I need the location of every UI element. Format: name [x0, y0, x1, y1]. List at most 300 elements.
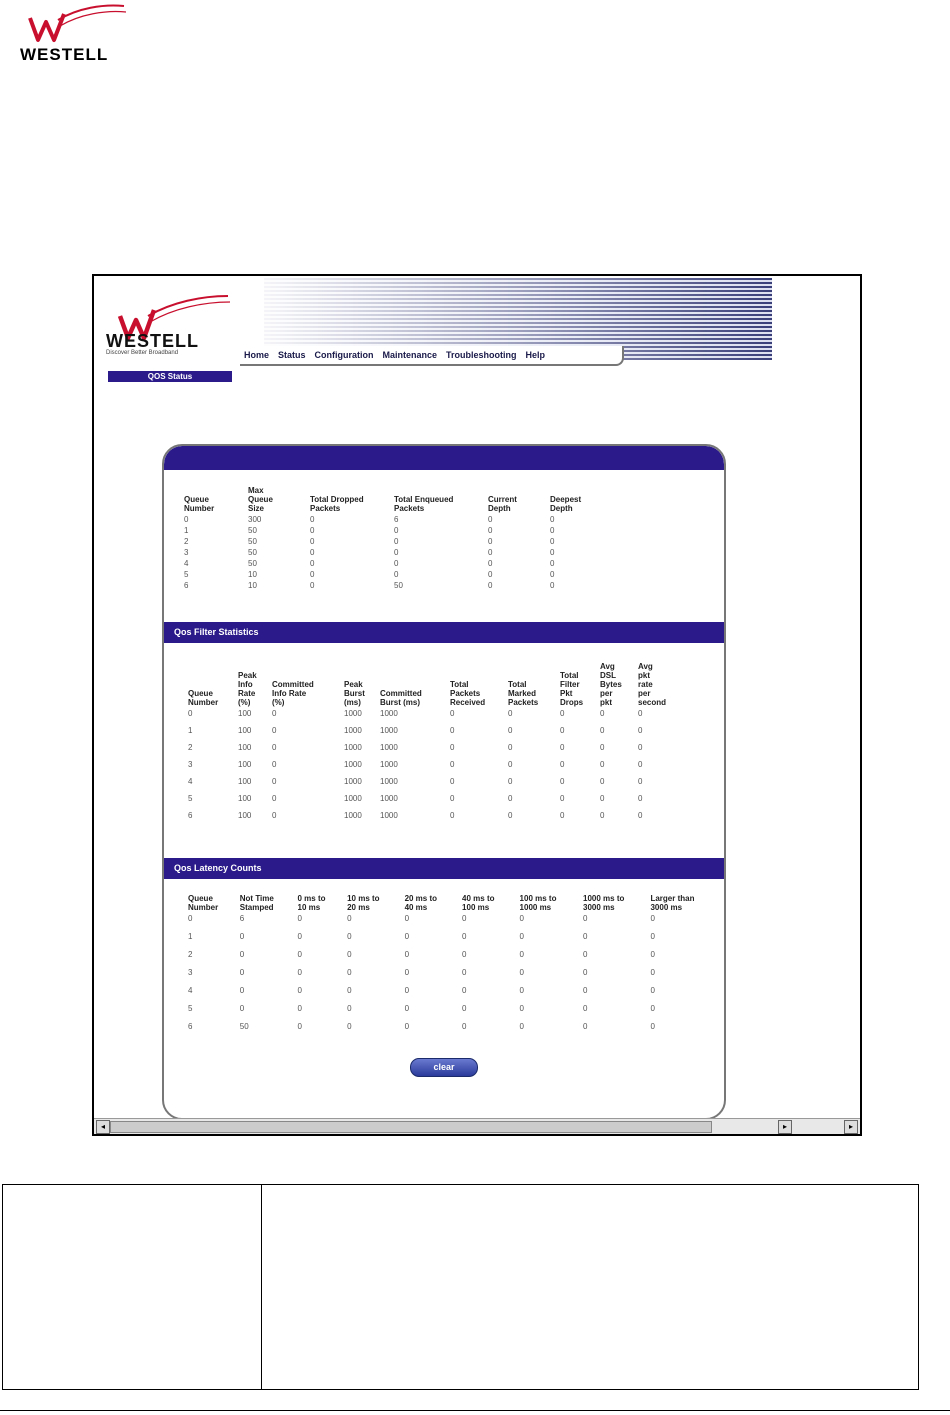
latency-header-6 — [520, 894, 583, 914]
filter-cell: 0 — [508, 726, 513, 735]
queue-cell: 50 — [248, 559, 257, 568]
queue-cell: 0 — [488, 515, 493, 524]
filter-header-line: Packets — [508, 698, 539, 707]
doc-logo-text: WESTELL — [20, 45, 109, 64]
latency-cell: 0 — [239, 932, 245, 941]
table-row — [188, 726, 680, 743]
filter-header-line: Filter — [560, 680, 580, 689]
latency-cell: 2 — [188, 950, 193, 959]
queue-cell: 1 — [184, 526, 189, 535]
latency-cell: 5 — [188, 1004, 193, 1013]
nav-troubleshooting[interactable]: Troubleshooting — [446, 350, 517, 360]
doc-table — [2, 1184, 919, 1390]
doc-table-divider — [261, 1185, 262, 1389]
latency-cell: 0 — [462, 932, 467, 941]
latency-cell: 0 — [188, 914, 193, 923]
filter-cell: 100 — [238, 794, 252, 803]
filter-cell: 1000 — [380, 794, 398, 803]
table-row — [184, 515, 612, 526]
filter-cell: 0 — [560, 709, 565, 718]
latency-header-0 — [188, 894, 240, 914]
latency-cell: 0 — [404, 986, 410, 995]
filter-header-line: Total — [508, 680, 527, 689]
latency-header-line: 100 ms to — [519, 894, 557, 903]
latency-cell: 0 — [650, 968, 655, 977]
queue-cell: 0 — [394, 526, 399, 535]
latency-cell: 0 — [650, 932, 655, 941]
latency-cell: 0 — [297, 914, 302, 923]
latency-cell: 0 — [462, 950, 467, 959]
filter-header-line: (ms) — [344, 698, 361, 707]
scroll-thumb[interactable] — [110, 1121, 712, 1133]
queue-header-1 — [248, 486, 310, 515]
latency-cell: 0 — [347, 950, 352, 959]
filter-cell: 100 — [238, 726, 252, 735]
filter-cell: 0 — [638, 743, 643, 752]
filter-header-line: Peak — [344, 680, 363, 689]
latency-cell: 0 — [404, 968, 410, 977]
latency-cell: 0 — [583, 986, 588, 995]
latency-cell: 0 — [347, 932, 352, 941]
filter-header-line: Avg — [638, 662, 653, 671]
table-row — [188, 968, 724, 986]
queue-cell: 3 — [184, 548, 189, 557]
latency-header-line: 40 ms — [404, 903, 428, 912]
filter-cell: 1000 — [344, 777, 362, 786]
filter-cell: 0 — [508, 743, 513, 752]
latency-cell: 0 — [297, 1004, 302, 1013]
queue-header-4 — [488, 486, 550, 515]
filter-cell: 0 — [272, 777, 277, 786]
filter-cell: 0 — [272, 811, 277, 820]
filter-header-1 — [238, 662, 272, 709]
table-row — [188, 777, 680, 794]
table-row — [184, 537, 612, 548]
filter-cell: 0 — [450, 760, 455, 769]
queue-cell: 0 — [310, 515, 315, 524]
filter-stats-header — [188, 662, 680, 709]
filter-cell: 1000 — [344, 726, 362, 735]
filter-cell: 0 — [508, 811, 513, 820]
filter-cell: 0 — [450, 743, 455, 752]
filter-header-line: Info Rate — [272, 689, 307, 698]
filter-cell: 0 — [560, 811, 565, 820]
filter-header-6 — [508, 662, 560, 709]
filter-cell: 1000 — [380, 743, 398, 752]
filter-header-2 — [272, 662, 344, 709]
latency-header-8 — [650, 894, 724, 914]
queue-header-5 — [550, 486, 612, 515]
filter-cell: 100 — [238, 743, 252, 752]
filter-cell: 5 — [188, 794, 193, 803]
filter-cell: 0 — [638, 709, 643, 718]
filter-header-line: Total — [560, 671, 579, 680]
filter-cell: 0 — [508, 709, 513, 718]
filter-header-4 — [380, 662, 450, 709]
filter-cell: 0 — [272, 726, 277, 735]
filter-stats-table — [188, 662, 680, 828]
filter-header-line: Committed — [272, 680, 314, 689]
queue-header-3 — [394, 486, 488, 515]
latency-header-line: Larger than — [650, 894, 695, 903]
main-nav — [240, 346, 624, 366]
table-row — [184, 570, 612, 581]
latency-cell: 0 — [404, 914, 410, 923]
latency-cell: 0 — [404, 1022, 410, 1031]
latency-header-line: 1000 ms to — [583, 894, 625, 903]
queue-cell: 0 — [550, 581, 555, 590]
scroll-right-icon[interactable]: ▸ — [778, 1120, 792, 1134]
table-row — [188, 986, 724, 1004]
filter-header-line: Rate — [238, 689, 256, 698]
filter-header-line: Peak — [238, 671, 257, 680]
filter-cell: 1 — [188, 726, 193, 735]
latency-header-2 — [298, 894, 348, 914]
latency-cell: 0 — [650, 1004, 655, 1013]
queue-cell: 10 — [248, 570, 257, 579]
latency-cell: 0 — [583, 950, 588, 959]
latency-cell: 0 — [519, 986, 524, 995]
queue-cell: 0 — [184, 515, 189, 524]
filter-header-5 — [450, 662, 508, 709]
qos-panel — [162, 444, 726, 1120]
queue-cell: 0 — [488, 526, 493, 535]
filter-cell: 100 — [238, 811, 252, 820]
queue-cell: 5 — [184, 570, 189, 579]
latency-cell: 0 — [347, 914, 352, 923]
latency-cell: 6 — [188, 1022, 193, 1031]
filter-header-line: Marked — [508, 689, 537, 698]
nav-help[interactable]: Help — [525, 350, 546, 360]
table-row — [184, 559, 612, 570]
queue-cell: 0 — [310, 548, 315, 557]
latency-cell: 0 — [583, 1022, 588, 1031]
filter-cell: 100 — [238, 760, 252, 769]
filter-cell: 0 — [272, 743, 277, 752]
latency-header-1 — [240, 894, 298, 914]
queue-cell: 0 — [394, 559, 399, 568]
latency-cell: 0 — [650, 986, 655, 995]
filter-header-line: Info — [238, 680, 253, 689]
filter-cell: 1000 — [380, 760, 398, 769]
latency-header-line: 3000 ms — [650, 903, 683, 912]
filter-header-line: Queue — [188, 689, 213, 698]
nav-status[interactable]: Status — [278, 350, 306, 360]
filter-cell: 1000 — [380, 726, 398, 735]
latency-header-3 — [347, 894, 404, 914]
filter-cell: 0 — [272, 760, 277, 769]
queue-cell: 0 — [550, 526, 555, 535]
filter-header-7 — [560, 662, 600, 709]
filter-cell: 0 — [600, 726, 605, 735]
latency-cell: 0 — [519, 932, 524, 941]
filter-cell: 0 — [600, 777, 605, 786]
table-row — [188, 1004, 724, 1022]
table-row — [188, 709, 680, 726]
table-row — [184, 548, 612, 559]
queue-cell: 0 — [550, 559, 555, 568]
latency-header-line: Not Time — [239, 894, 274, 903]
filter-cell: 1000 — [380, 709, 398, 718]
latency-cell: 0 — [462, 986, 467, 995]
filter-header-line: rate — [638, 680, 653, 689]
table-row — [188, 794, 680, 811]
latency-cell: 0 — [650, 1022, 655, 1031]
latency-header-line: 3000 ms — [583, 903, 615, 912]
filter-cell: 0 — [450, 726, 455, 735]
latency-header-line: Queue — [188, 894, 213, 903]
latency-cell: 3 — [188, 968, 193, 977]
latency-cell: 0 — [347, 986, 352, 995]
queue-header-line: Packets — [310, 504, 341, 513]
queue-header-line: Deepest — [550, 495, 582, 504]
latency-cell: 4 — [188, 986, 193, 995]
queue-header-line: Total Enqueued — [394, 495, 454, 504]
filter-cell: 100 — [238, 777, 252, 786]
queue-cell: 0 — [550, 570, 555, 579]
filter-cell: 0 — [600, 794, 605, 803]
app-logo-text: WESTELL — [106, 331, 199, 351]
queue-header-line: Depth — [488, 504, 511, 513]
latency-cell: 0 — [404, 1004, 410, 1013]
queue-cell: 0 — [488, 537, 493, 546]
latency-table — [188, 894, 724, 1040]
queue-header-line: Current — [488, 495, 517, 504]
filter-header-line: Avg — [600, 662, 615, 671]
filter-cell: 0 — [600, 760, 605, 769]
filter-header-line: Packets — [450, 689, 481, 698]
latency-cell: 0 — [297, 932, 302, 941]
filter-header-line: Burst (ms) — [380, 698, 421, 707]
filter-header-line: Burst — [344, 689, 365, 698]
browser-screenshot — [92, 274, 862, 1136]
filter-header-line: per — [638, 689, 651, 698]
filter-cell: 4 — [188, 777, 193, 786]
queue-cell: 0 — [310, 570, 315, 579]
latency-cell: 0 — [239, 968, 245, 977]
filter-header-line: Drops — [560, 698, 584, 707]
filter-header-line: Pkt — [560, 689, 573, 698]
queue-table — [184, 486, 612, 592]
latency-cell: 0 — [519, 914, 524, 923]
app-tagline: Discover Better Broadband — [106, 350, 179, 356]
filter-cell: 0 — [560, 794, 565, 803]
filter-cell: 100 — [238, 709, 252, 718]
queue-cell: 0 — [488, 559, 493, 568]
latency-cell: 0 — [404, 932, 410, 941]
queue-header-0 — [184, 486, 248, 515]
filter-cell: 0 — [560, 743, 565, 752]
filter-stats-body — [188, 709, 680, 828]
latency-header-line: 20 ms — [347, 903, 370, 912]
filter-header-line: Total — [450, 680, 469, 689]
latency-header-line: 20 ms to — [404, 894, 438, 903]
queue-cell: 0 — [488, 581, 493, 590]
latency-cell: 0 — [519, 1022, 524, 1031]
table-row — [188, 950, 724, 968]
filter-cell: 0 — [560, 726, 565, 735]
queue-cell: 50 — [248, 548, 257, 557]
latency-cell: 0 — [347, 968, 352, 977]
filter-header-line: pkt — [600, 698, 612, 707]
filter-cell: 0 — [638, 811, 643, 820]
queue-header-line: Queue — [184, 495, 209, 504]
filter-header-line: (%) — [272, 698, 285, 707]
queue-header-line: Size — [248, 504, 265, 513]
filter-cell: 0 — [450, 777, 455, 786]
queue-cell: 0 — [488, 570, 493, 579]
queue-header-line: Packets — [394, 504, 425, 513]
queue-header-line: Max — [248, 486, 264, 495]
latency-header-line: 100 ms — [462, 903, 490, 912]
table-row — [188, 760, 680, 777]
filter-header-line: pkt — [638, 671, 650, 680]
filter-cell: 1000 — [380, 777, 398, 786]
table-row — [188, 743, 680, 760]
latency-title: Qos Latency Counts — [164, 858, 724, 879]
queue-cell: 6 — [184, 581, 189, 590]
latency-header-line: Stamped — [239, 903, 274, 912]
latency-cell: 0 — [583, 932, 588, 941]
filter-header-line: Received — [450, 698, 486, 707]
latency-cell: 0 — [239, 950, 245, 959]
latency-cell: 0 — [519, 950, 524, 959]
latency-cell: 50 — [239, 1022, 249, 1031]
queue-cell: 0 — [488, 548, 493, 557]
queue-cell: 6 — [394, 515, 399, 524]
latency-header-4 — [405, 894, 462, 914]
latency-body — [188, 914, 724, 1040]
queue-cell: 50 — [394, 581, 403, 590]
latency-header-line: 40 ms to — [462, 894, 495, 903]
latency-header-line: Number — [188, 903, 219, 912]
filter-header-line: Committed — [380, 689, 422, 698]
latency-cell: 0 — [239, 1004, 245, 1013]
latency-cell: 1 — [188, 932, 193, 941]
clear-button[interactable]: clear — [410, 1058, 478, 1077]
filter-header-line: per — [600, 689, 613, 698]
latency-cell: 0 — [583, 1004, 588, 1013]
filter-cell: 0 — [600, 811, 605, 820]
latency-cell: 0 — [297, 968, 302, 977]
queue-cell: 300 — [248, 515, 262, 524]
table-row — [184, 526, 612, 537]
filter-cell: 0 — [560, 760, 565, 769]
filter-cell: 1000 — [344, 709, 362, 718]
filter-header-line: second — [638, 698, 667, 707]
filter-header-line: (%) — [238, 698, 251, 707]
queue-cell: 0 — [310, 537, 315, 546]
filter-cell: 0 — [638, 777, 643, 786]
latency-cell: 0 — [462, 1004, 467, 1013]
filter-cell: 0 — [638, 760, 643, 769]
table-row — [184, 581, 612, 592]
latency-header-line: 10 ms to — [347, 894, 380, 903]
queue-header-line: Number — [184, 504, 215, 513]
queue-header-2 — [310, 486, 394, 515]
latency-cell: 0 — [462, 968, 467, 977]
filter-header-3 — [344, 662, 380, 709]
filter-header-line: Bytes — [600, 680, 622, 689]
nav-maintenance[interactable]: Maintenance — [382, 350, 438, 360]
queue-cell: 50 — [248, 537, 257, 546]
queue-cell: 0 — [550, 548, 555, 557]
filter-stats-title: Qos Filter Statistics — [164, 622, 724, 643]
queue-cell: 10 — [248, 581, 257, 590]
filter-cell: 0 — [508, 777, 513, 786]
nav-configuration[interactable]: Configuration — [314, 350, 374, 360]
latency-cell: 0 — [297, 950, 302, 959]
latency-cell: 0 — [404, 950, 410, 959]
latency-header-line: 0 ms to — [297, 894, 326, 903]
filter-header-8 — [600, 662, 638, 709]
queue-cell: 0 — [394, 537, 399, 546]
panel-header-bar — [164, 446, 724, 470]
latency-header — [188, 894, 724, 914]
latency-cell: 0 — [519, 968, 524, 977]
nav-home[interactable]: Home — [244, 350, 270, 360]
tab-qos-status[interactable]: QOS Status — [108, 371, 232, 382]
latency-header-5 — [462, 894, 520, 914]
filter-header-9 — [638, 662, 680, 709]
queue-cell: 0 — [550, 537, 555, 546]
queue-cell: 0 — [550, 515, 555, 524]
filter-cell: 0 — [600, 743, 605, 752]
queue-table-header — [184, 486, 612, 515]
queue-cell: 0 — [310, 559, 315, 568]
table-row — [188, 914, 724, 932]
filter-cell: 0 — [272, 709, 277, 718]
table-row — [188, 932, 724, 950]
horizontal-scrollbar[interactable] — [94, 1118, 860, 1134]
filter-cell: 0 — [560, 777, 565, 786]
latency-cell: 0 — [650, 950, 655, 959]
latency-cell: 0 — [347, 1022, 352, 1031]
filter-cell: 6 — [188, 811, 193, 820]
latency-cell: 0 — [519, 1004, 524, 1013]
filter-header-line: DSL — [600, 671, 616, 680]
filter-cell: 1000 — [344, 760, 362, 769]
queue-table-body — [184, 515, 612, 592]
filter-cell: 0 — [638, 726, 643, 735]
latency-cell: 0 — [462, 914, 467, 923]
latency-cell: 0 — [650, 914, 655, 923]
queue-cell: 0 — [310, 526, 315, 535]
filter-cell: 0 — [600, 709, 605, 718]
latency-cell: 0 — [239, 986, 245, 995]
filter-cell: 0 — [272, 794, 277, 803]
filter-cell: 0 — [450, 709, 455, 718]
scroll-left-icon[interactable]: ◂ — [96, 1120, 110, 1134]
latency-cell: 0 — [583, 914, 588, 923]
filter-cell: 0 — [450, 794, 455, 803]
filter-cell: 1000 — [344, 743, 362, 752]
table-row — [188, 811, 680, 828]
queue-cell: 0 — [394, 570, 399, 579]
scroll-right-end-icon[interactable]: ▸ — [844, 1120, 858, 1134]
filter-cell: 3 — [188, 760, 193, 769]
queue-header-line: Total Dropped — [310, 495, 364, 504]
latency-cell: 6 — [239, 914, 245, 923]
latency-cell: 0 — [347, 1004, 352, 1013]
latency-cell: 0 — [297, 986, 302, 995]
filter-header-0 — [188, 662, 238, 709]
latency-header-line: 1000 ms — [519, 903, 552, 912]
latency-cell: 0 — [297, 1022, 302, 1031]
filter-header-line: Number — [188, 698, 219, 707]
queue-header-line: Depth — [550, 504, 573, 513]
latency-cell: 0 — [583, 968, 588, 977]
